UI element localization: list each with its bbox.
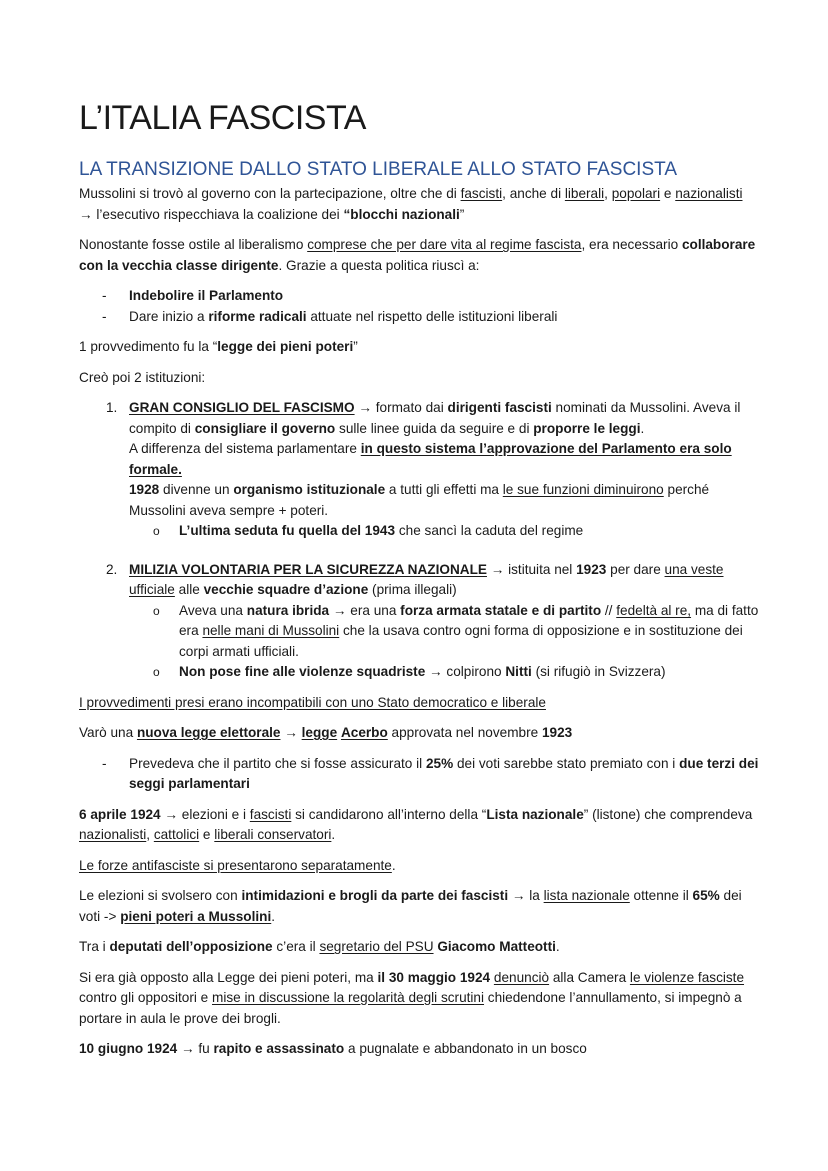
- text-bold: rapito e assassinato: [213, 1041, 345, 1056]
- paragraph-liberalism: [79, 235, 759, 276]
- text: dei voti sarebbe stato premiato con i: [453, 755, 680, 771]
- text-bold: legge dei pieni poteri: [217, 339, 354, 354]
- paragraph-electoral-law: [79, 723, 759, 744]
- section-heading: LA TRANSIZIONE DALLO STATO LIBERALE ALLO STATO FASCISTA: [79, 159, 677, 180]
- text-bold: riforme radicali: [208, 308, 307, 324]
- text-underlined: comprese che per dare vita al regime fascista: [307, 237, 582, 252]
- text: Varò una: [79, 725, 137, 740]
- text-underlined: liberali conservatori: [214, 827, 332, 842]
- arrow-icon: →: [332, 602, 347, 618]
- text-block: [129, 398, 759, 439]
- text-underlined: cattolici: [153, 827, 200, 842]
- text: .: [391, 857, 396, 873]
- text: divenne un: [159, 482, 234, 497]
- text-underlined: popolari: [611, 186, 661, 201]
- text: l’esecutivo rispecchiava la coalizione dei: [92, 206, 344, 222]
- text: .: [640, 420, 645, 436]
- paragraph-first-measure: [79, 337, 759, 358]
- text: Aveva una: [179, 602, 247, 618]
- paragraph-murder: [79, 1039, 759, 1060]
- text: era una: [346, 602, 401, 618]
- text: istituita nel: [504, 561, 577, 577]
- text: Tra i: [79, 939, 110, 954]
- paragraph-results: [79, 886, 759, 927]
- text: a tutti gli effetti ma: [385, 482, 503, 497]
- text-bold-underlined: legge: [301, 725, 338, 740]
- institutions-list: [79, 398, 759, 683]
- arrow-icon: →: [358, 400, 372, 415]
- paragraph-denounce: [79, 968, 759, 1030]
- arrow-icon: →: [511, 888, 526, 903]
- text: alle: [174, 582, 204, 597]
- list-number: 1.: [106, 400, 118, 415]
- text-underlined: nelle mani di Mussolini: [202, 623, 340, 638]
- text: ” (listone) che comprendeva: [583, 806, 753, 822]
- text: ,: [604, 186, 612, 201]
- text-underlined: I provvedimenti presi erano incompatibili con uno Stato democratico e liberale: [79, 694, 546, 710]
- text-bold: forza armata statale e di partito: [400, 602, 602, 618]
- text: chiedendone l’annullamento, si impegnò a portare in aula le prove dei brogli.: [79, 990, 742, 1026]
- text-bold-underlined: nuova legge elettorale: [136, 725, 281, 740]
- text-bold: Nitti: [505, 664, 532, 679]
- text-block: [129, 439, 759, 480]
- text-bold: 65%: [692, 888, 720, 903]
- text: sulle linee guida da seguire e di: [335, 420, 534, 436]
- text: Le elezioni si svolsero con: [79, 888, 242, 903]
- list-item: [129, 601, 759, 663]
- text: (si rifugiò in Svizzera): [531, 664, 666, 679]
- list-item: [79, 754, 759, 795]
- text-underlined: le sue funzioni diminuirono: [502, 482, 664, 497]
- text: si candidarono all’interno della “: [291, 806, 487, 822]
- text: a pugnalate e abbandonato in un bosco: [344, 1041, 587, 1056]
- text: .: [555, 939, 560, 954]
- text: , anche di: [502, 186, 565, 201]
- text-underlined: Le forze antifasciste si presentarono separatamente: [79, 857, 392, 873]
- text: contro gli oppositori e: [79, 990, 212, 1005]
- sub-list: [129, 601, 759, 683]
- text-underlined: nazionalisti: [675, 186, 743, 201]
- arrow-icon: →: [79, 206, 93, 222]
- text-block: [129, 480, 759, 521]
- text: Mussolini si trovò al governo con la partecipazione, oltre che di: [79, 186, 461, 201]
- text: Si era già opposto alla Legge dei pieni poteri, ma: [79, 969, 378, 985]
- text: elezioni e i: [178, 806, 250, 822]
- text-bold: organismo istituzionale: [233, 482, 386, 497]
- spacer: [79, 542, 759, 560]
- text: perché Mussolini aveva sempre + poteri.: [129, 482, 710, 518]
- text-bold: 25%: [425, 755, 454, 771]
- text: (prima illegali): [368, 582, 457, 597]
- text-bold: consigliare il governo: [194, 420, 336, 436]
- text-underlined: una veste ufficiale: [129, 561, 724, 597]
- text: . Grazie a questa politica riuscì a:: [278, 257, 480, 273]
- list-item: [129, 521, 759, 542]
- text: che sancì la caduta del regime: [395, 523, 584, 538]
- list-item: [79, 307, 759, 328]
- text-bold-underlined: GRAN CONSIGLIO DEL FASCISMO: [129, 400, 355, 415]
- dash-list: [79, 754, 759, 795]
- text: approvata nel novembre: [387, 725, 542, 740]
- text: attuate nel rispetto delle istituzioni liberali: [306, 308, 558, 324]
- text-bold: dirigenti fascisti: [447, 400, 552, 415]
- text: per dare: [606, 561, 665, 577]
- text: c’era il: [272, 939, 320, 954]
- paragraph-incompatible: [79, 693, 759, 714]
- text-bold: Giacomo Matteotti: [437, 939, 556, 954]
- arrow-icon: →: [284, 725, 298, 740]
- text-underlined: le violenze fasciste: [629, 969, 745, 985]
- text-underlined: fascisti: [249, 806, 292, 822]
- list-item: [79, 286, 759, 307]
- text: ”: [459, 206, 465, 222]
- text-bold: 1923: [576, 561, 607, 577]
- paragraph-coalition: [79, 184, 759, 225]
- text-bold-underlined: Acerbo: [340, 725, 388, 740]
- dash-list: [79, 286, 759, 327]
- text-bold: 1923: [541, 725, 573, 740]
- text: .: [331, 827, 336, 842]
- text-bold: 1928: [129, 482, 160, 497]
- paragraph-elections: [79, 805, 759, 846]
- text: colpirono: [442, 664, 506, 679]
- text-bold: natura ibrida: [246, 602, 330, 618]
- text: , era necessario: [581, 237, 682, 252]
- text-bold: intimidazioni e brogli da parte dei fascisti: [241, 888, 509, 903]
- text: che la usava contro ogni forma di opposizione e in sostituzione dei corpi armati ufficiali.: [179, 623, 743, 659]
- text-underlined: lista nazionale: [543, 888, 630, 903]
- text: fu: [194, 1041, 214, 1056]
- list-item: [129, 662, 759, 683]
- text-underlined: liberali: [564, 186, 605, 201]
- arrow-icon: →: [181, 1041, 195, 1056]
- text-block: [129, 560, 759, 601]
- page-title: L’ITALIA FASCISTA: [79, 99, 366, 137]
- text-bold: Non pose fine alle violenze squadriste: [179, 664, 426, 679]
- text: ”: [353, 339, 358, 354]
- list-item-gran-consiglio: [79, 398, 759, 542]
- text: ottenne il: [629, 888, 693, 903]
- text: dei voti ->: [79, 888, 742, 924]
- text: ,: [146, 827, 154, 842]
- text-bold: L’ultima seduta fu quella del 1943: [179, 523, 396, 538]
- text: nominati da Mussolini. Aveva il compito di: [129, 400, 741, 436]
- text-bold: vecchie squadre d’azione: [203, 582, 369, 597]
- text: e: [660, 186, 676, 201]
- document-page: [79, 98, 759, 1070]
- arrow-icon: →: [490, 561, 505, 577]
- paragraph-matteotti: [79, 937, 759, 958]
- text: e: [199, 827, 215, 842]
- sub-list: [129, 521, 759, 542]
- list-item-milizia: [79, 560, 759, 683]
- text: la: [525, 888, 544, 903]
- text-bold-underlined: in questo sistema l’approvazione del Parlamento era solo formale.: [129, 441, 732, 477]
- list-number: 2.: [106, 561, 118, 577]
- text: 1 provvedimento fu la “: [79, 339, 218, 354]
- text-bold: 6 aprile 1924: [79, 806, 161, 822]
- text: formato dai: [371, 400, 448, 415]
- text-underlined: segretario del PSU: [319, 939, 434, 954]
- text-bold: Indebolire il Parlamento: [129, 288, 284, 303]
- text: //: [601, 602, 617, 618]
- text-bold: deputati dell’opposizione: [109, 939, 273, 954]
- text-bold: il 30 maggio 1924: [377, 969, 491, 985]
- arrow-icon: →: [164, 806, 178, 822]
- text-underlined: denunciò: [493, 969, 550, 985]
- text: .: [271, 908, 276, 924]
- text-bold: collaborare con la vecchia classe dirigente: [79, 237, 756, 273]
- paragraph-antifascist: [79, 856, 759, 877]
- text-bold: Lista nazionale: [486, 806, 584, 822]
- text-bold: proporre le leggi: [533, 420, 641, 436]
- text: Prevedeva che il partito che si fosse assicurato il: [129, 755, 426, 771]
- text-bold: due terzi dei seggi parlamentari: [129, 755, 759, 791]
- paragraph-institutions: Creò poi 2 istituzioni:: [79, 369, 206, 385]
- text: Nonostante fosse ostile al liberalismo: [79, 237, 308, 252]
- text-bold: “blocchi nazionali: [343, 206, 460, 222]
- text-bold-underlined: MILIZIA VOLONTARIA PER LA SICUREZZA NAZIONALE: [129, 561, 487, 577]
- text: A differenza del sistema parlamentare: [129, 441, 361, 456]
- text-underlined: nazionalisti: [79, 827, 147, 842]
- arrow-icon: →: [429, 664, 443, 679]
- text-bold: 10 giugno 1924: [79, 1041, 178, 1056]
- text-underlined: fascisti: [460, 186, 503, 201]
- text-bold-underlined: pieni poteri a Mussolini: [120, 908, 272, 924]
- text-underlined: mise in discussione la regolarità degli scrutini: [212, 990, 485, 1005]
- text-underlined: fedeltà al re,: [616, 602, 692, 618]
- text: ma di fatto era: [179, 602, 759, 638]
- text: alla Camera: [549, 969, 630, 985]
- text: Dare inizio a: [129, 308, 209, 324]
